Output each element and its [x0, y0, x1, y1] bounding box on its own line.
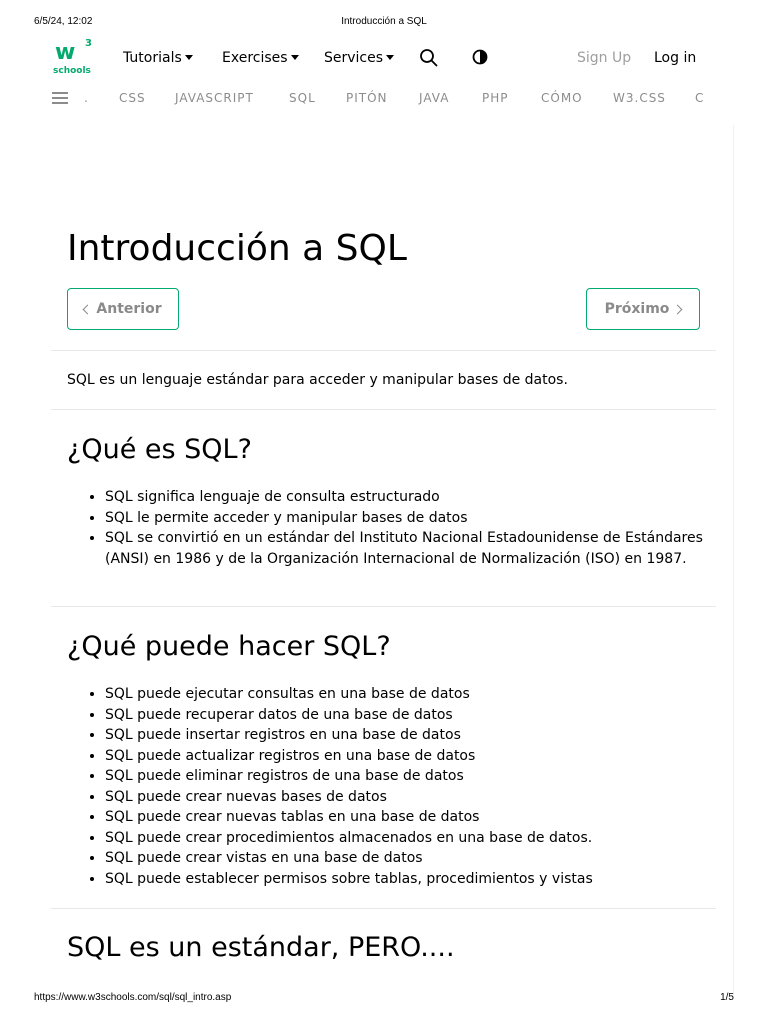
list-item: • SQL puede recuperar datos de una base de datos: [105, 705, 715, 726]
chevron-right-icon: [673, 304, 683, 314]
chevron-left-icon: [83, 304, 93, 314]
next-button[interactable]: [586, 288, 700, 330]
topics-bar: [52, 88, 704, 110]
print-footer: [34, 992, 734, 1006]
services-label: Services: [324, 50, 384, 66]
w3schools-logo[interactable]: [52, 40, 92, 78]
topic-item-javascript[interactable]: JAVASCRIPT: [175, 91, 254, 105]
print-url: https://www.w3schools.com/sql/sql_intro.asp: [34, 992, 232, 1003]
caret-down-icon: [291, 55, 299, 60]
list-item: • SQL puede crear vistas en una base de datos: [105, 848, 715, 869]
topic-item-php[interactable]: PHP: [482, 91, 509, 105]
what-is-sql-list: [67, 487, 715, 569]
print-page-number: 1/5: [720, 992, 734, 1003]
section-heading-what-is-sql: ¿Qué es SQL?: [67, 434, 252, 465]
caret-down-icon: [386, 55, 394, 60]
divider: [51, 409, 716, 410]
hamburger-menu-button[interactable]: [52, 92, 68, 104]
log-in-link[interactable]: Log in: [654, 50, 697, 66]
next-label: Próximo: [604, 301, 670, 317]
print-header: [34, 16, 734, 30]
print-datetime: 6/5/24, 12:02: [34, 16, 93, 27]
page-title: Introducción a SQL: [67, 228, 407, 269]
topic-item-sql[interactable]: SQL: [289, 91, 316, 105]
search-button[interactable]: [419, 48, 439, 68]
exercises-menu-button[interactable]: [222, 50, 299, 66]
list-item: • SQL puede crear nuevas tablas en una base de datos: [105, 807, 715, 828]
logo-superscript: 3: [85, 38, 92, 49]
what-can-sql-do-list: [67, 684, 715, 889]
caret-down-icon: [185, 55, 193, 60]
topic-item-css[interactable]: CSS: [119, 91, 146, 105]
list-item: • SQL puede crear procedimientos almacenados en una base de datos.: [105, 828, 715, 849]
list-item: • SQL se convirtió en un estándar del Instituto Nacional Estadounidense de Estándares (ANSI) en 1986 y de la Organización Internacional de Normalización (ISO) en 1987.: [105, 528, 715, 569]
previous-label: Anterior: [96, 301, 162, 317]
tutorials-menu-button[interactable]: [123, 50, 193, 66]
sign-up-link[interactable]: Sign Up: [577, 50, 632, 66]
services-menu-button[interactable]: [324, 50, 394, 66]
list-item: • SQL significa lenguaje de consulta estructurado: [105, 487, 715, 508]
topic-item-c[interactable]: C: [695, 91, 704, 105]
list-item: • SQL puede eliminar registros de una base de datos: [105, 766, 715, 787]
divider: [51, 908, 716, 909]
list-item: • SQL puede establecer permisos sobre tablas, procedimientos y vistas: [105, 869, 715, 890]
tutorials-label: Tutorials: [123, 50, 182, 66]
top-navbar: [52, 38, 708, 82]
print-doc-title: Introducción a SQL: [341, 16, 427, 27]
list-item: • SQL le permite acceder y manipular bases de datos: [105, 508, 715, 529]
list-item: • SQL puede insertar registros en una base de datos: [105, 725, 715, 746]
list-item: • SQL puede ejecutar consultas en una base de datos: [105, 684, 715, 705]
content-right-border: [733, 125, 734, 995]
search-icon: [419, 48, 439, 68]
section-heading-sql-standard: SQL es un estándar, PERO....: [67, 932, 455, 963]
intro-paragraph: SQL es un lenguaje estándar para acceder y manipular bases de datos.: [67, 372, 568, 388]
topic-item[interactable]: .: [84, 91, 89, 105]
exercises-label: Exercises: [222, 50, 288, 66]
topic-item-howto[interactable]: CÓMO: [541, 91, 583, 105]
theme-toggle-button[interactable]: [471, 48, 491, 68]
list-item: • SQL puede crear nuevas bases de datos: [105, 787, 715, 808]
divider: [51, 350, 716, 351]
divider: [51, 606, 716, 607]
section-heading-what-can-sql-do: ¿Qué puede hacer SQL?: [67, 631, 391, 662]
contrast-icon: [471, 48, 491, 68]
logo-letter: w: [55, 40, 75, 65]
topic-item-java[interactable]: JAVA: [419, 91, 450, 105]
topic-item-python[interactable]: PITÓN: [346, 91, 388, 105]
logo-word: schools: [53, 66, 91, 76]
previous-button[interactable]: [67, 288, 179, 330]
topic-item-w3css[interactable]: W3.CSS: [613, 91, 666, 105]
list-item: • SQL puede actualizar registros en una base de datos: [105, 746, 715, 767]
